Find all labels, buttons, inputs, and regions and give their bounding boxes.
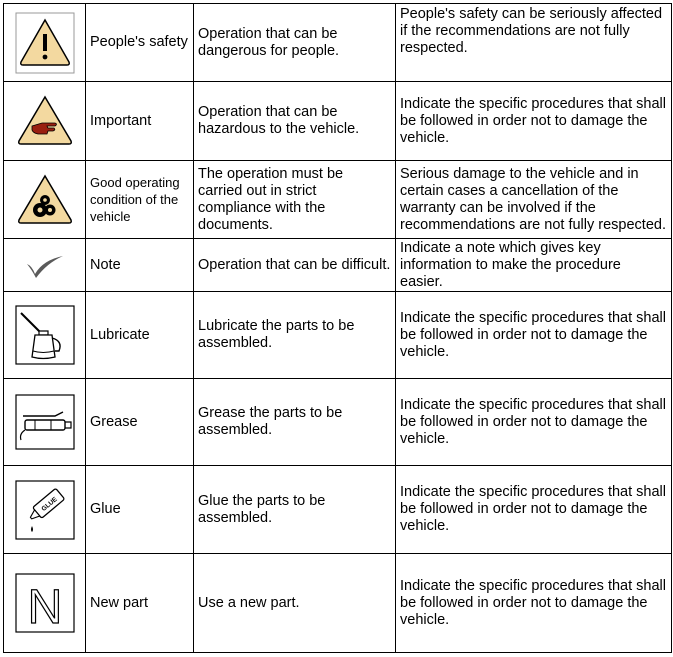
- icon-cell: [4, 4, 86, 82]
- symbol-name: Note: [86, 239, 194, 292]
- glue-icon-label: GLUE: [39, 495, 59, 513]
- symbol-operation: Grease the parts to be assembled.: [194, 379, 396, 466]
- symbol-name: New part: [86, 554, 194, 653]
- icon-cell: [4, 239, 86, 292]
- symbol-name: Important: [86, 82, 194, 161]
- icon-cell: [4, 554, 86, 653]
- table-row: [4, 239, 672, 292]
- checkmark-icon: [23, 250, 67, 280]
- table-row: [4, 466, 672, 554]
- symbol-name: Glue: [86, 466, 194, 554]
- icon-cell: [4, 379, 86, 466]
- symbol-operation: Use a new part.: [194, 554, 396, 653]
- warning-exclamation-triangle-icon: [15, 12, 75, 74]
- symbol-description: Indicate the specific procedures that shall be followed in order not to damage the vehicle.: [396, 292, 672, 379]
- table-row: [4, 554, 672, 653]
- symbol-description: Indicate the specific procedures that shall be followed in order not to damage the vehicle.: [396, 554, 672, 653]
- symbol-operation: Operation that can be hazardous to the vehicle.: [194, 82, 396, 161]
- symbol-description: Indicate the specific procedures that shall be followed in order not to damage the vehicle.: [396, 379, 672, 466]
- symbol-name: People's safety: [86, 4, 194, 82]
- table-row: [4, 161, 672, 239]
- icon-cell: [4, 466, 86, 554]
- warning-gears-triangle-icon: [15, 172, 75, 228]
- new-part-icon-letter: N: [27, 581, 62, 633]
- symbol-description: Indicate a note which gives key information to make the procedure easier.: [396, 239, 672, 292]
- icon-cell: [4, 161, 86, 239]
- symbol-name: Lubricate: [86, 292, 194, 379]
- symbol-description: People's safety can be seriously affected if the recommendations are not fully respected.: [396, 4, 672, 82]
- symbol-description: Serious damage to the vehicle and in certain cases a cancellation of the warranty can be involved if the recommendations are not fully respected.: [396, 161, 672, 239]
- warning-pointing-hand-triangle-icon: [15, 93, 75, 149]
- symbol-operation: Operation that can be dangerous for people.: [194, 4, 396, 82]
- symbol-description: Indicate the specific procedures that shall be followed in order not to damage the vehicle.: [396, 466, 672, 554]
- symbol-name: Good operating condition of the vehicle: [86, 161, 194, 239]
- icon-cell: [4, 292, 86, 379]
- glue-tube-icon: [15, 480, 75, 540]
- symbol-name: Grease: [86, 379, 194, 466]
- grease-gun-icon: [15, 394, 75, 450]
- symbol-operation: Operation that can be difficult.: [194, 239, 396, 292]
- symbol-description: Indicate the specific procedures that shall be followed in order not to damage the vehicle.: [396, 82, 672, 161]
- new-part-n-icon: [15, 573, 75, 633]
- table-row: [4, 379, 672, 466]
- symbol-operation: The operation must be carried out in strict compliance with the documents.: [194, 161, 396, 239]
- icon-cell: [4, 82, 86, 161]
- oil-can-icon: [15, 305, 75, 365]
- symbol-operation: Lubricate the parts to be assembled.: [194, 292, 396, 379]
- table-row: [4, 82, 672, 161]
- table-row: [4, 292, 672, 379]
- table-row: [4, 4, 672, 82]
- symbols-table: [3, 3, 672, 653]
- symbol-operation: Glue the parts to be assembled.: [194, 466, 396, 554]
